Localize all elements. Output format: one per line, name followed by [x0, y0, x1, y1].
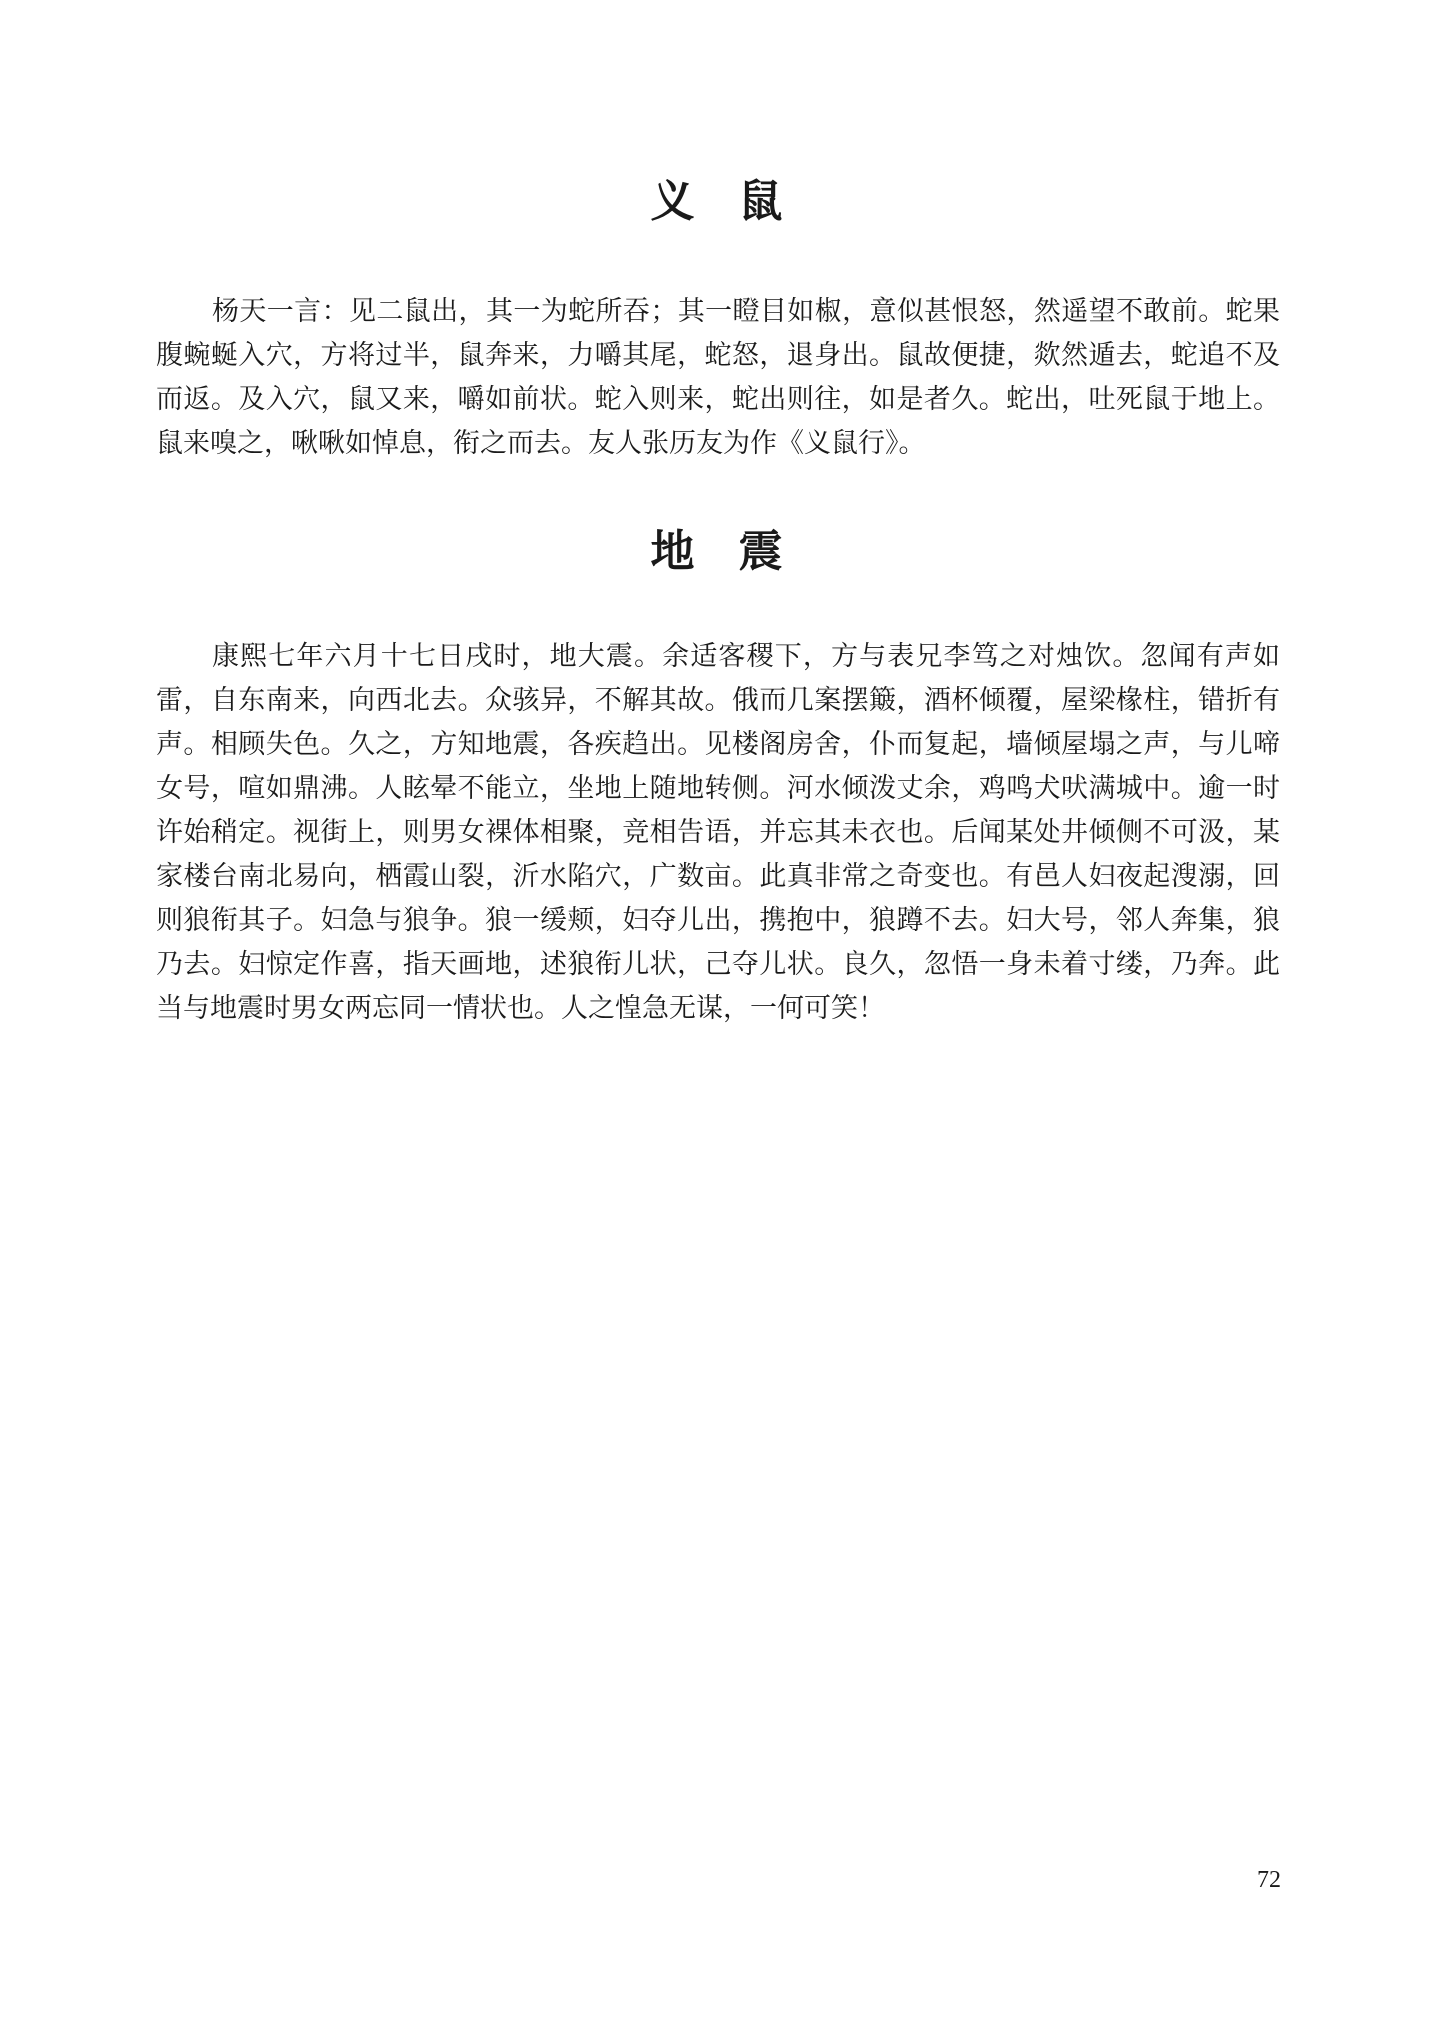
page-number: 72 [1257, 1867, 1281, 1893]
story-title-yi-shu: 义鼠 [650, 176, 827, 227]
story-title-di-zhen: 地震 [650, 526, 827, 577]
story-body-yi-shu: 杨天一言：见二鼠出，其一为蛇所吞；其一瞪目如椒，意似甚恨怒，然遥望不敢前。蛇果腹蜿蜒入穴，方将过半，鼠奔来，力嚼其尾，蛇怒，退身出。鼠故便捷，欻然遁去，蛇追不及而返。及入穴，鼠又来，嚼如前状。蛇入则来，蛇出则往，如是者久。蛇出，吐死鼠于地上。鼠来嗅之，啾啾如悼息，衔之而去。友人张历友为作《义鼠行》。 [156, 296, 1280, 459]
story-body-di-zhen: 康熙七年六月十七日戌时，地大震。余适客稷下，方与表兄李笃之对烛饮。忽闻有声如雷，自东南来，向西北去。众骇异，不解其故。俄而几案摆簸，酒杯倾覆，屋梁椽柱，错折有声。相顾失色。久之，方知地震，各疾趋出。见楼阁房舍，仆而复起，墙倾屋塌之声，与儿啼女号，喧如鼎沸。人眩晕不能立，坐地上随地转侧。河水倾泼丈余，鸡鸣犬吠满城中。逾一时许始稍定。视街上，则男女裸体相聚，竞相告语，并忘其未衣也。后闻某处井倾侧不可汲，某家楼台南北易向，栖霞山裂，沂水陷穴，广数亩。此真非常之奇变也。有邑人妇夜起溲溺，回则狼衔其子。妇急与狼争。狼一缓颊，妇夺儿出，携抱中，狼蹲不去。妇大号，邻人奔集，狼乃去。妇惊定作喜，指天画地，述狼衔儿状，己夺儿状。良久，忽悟一身未着寸缕，乃奔。此当与地震时男女两忘同一情状也。人之惶急无谋，一何可笑！ [156, 641, 1280, 1024]
